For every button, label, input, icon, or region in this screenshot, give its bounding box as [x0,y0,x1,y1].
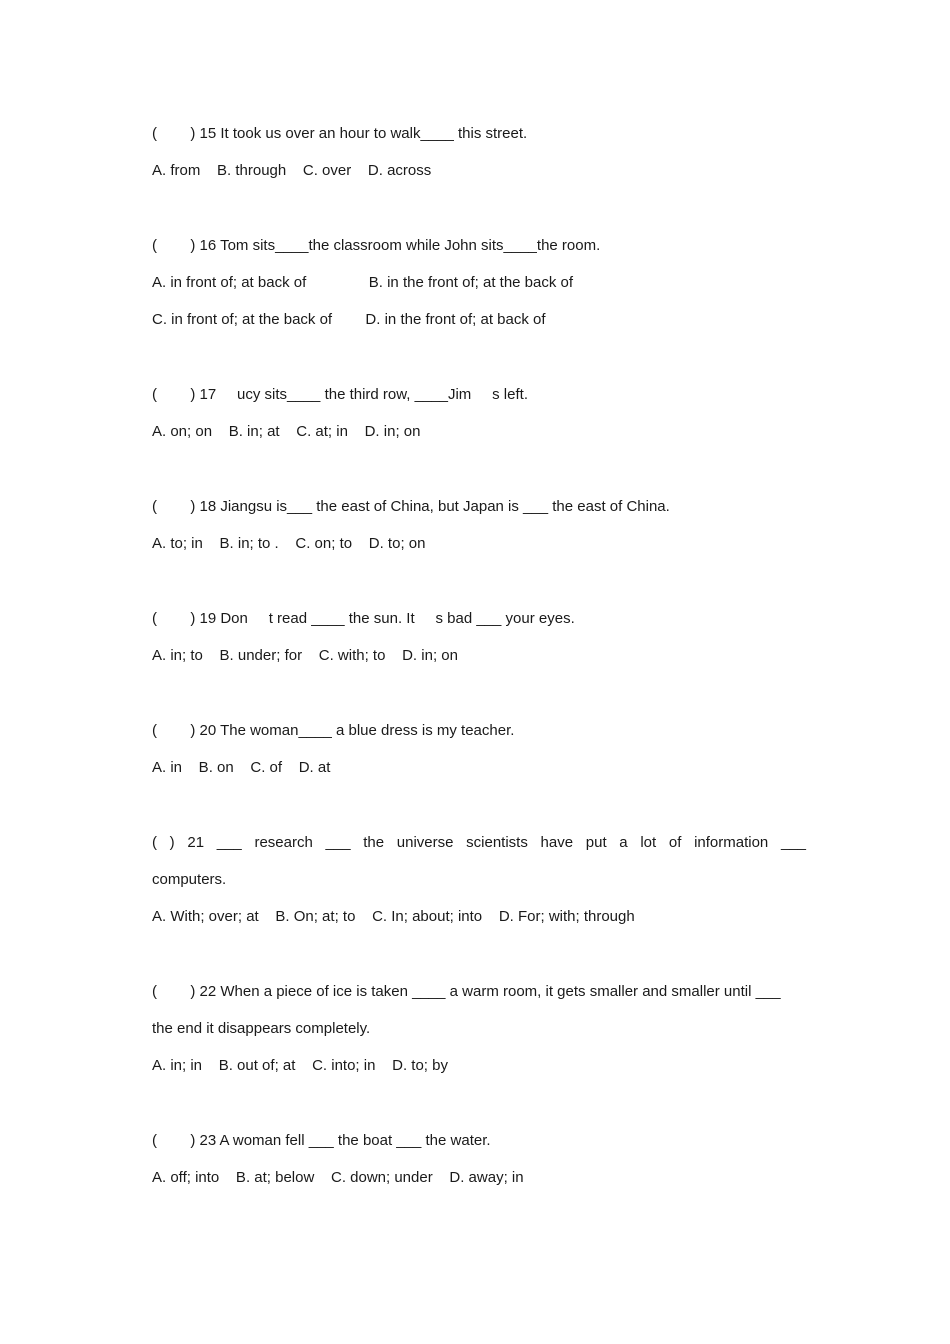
question-22-options: A. in; in B. out of; at C. into; in D. to; by [152,1057,448,1074]
question-18-stem: ( ) 18 Jiangsu is___ the east of China, but Japan is ___ the east of China. [152,498,670,515]
question-17-options: A. on; on B. in; at C. at; in D. in; on [152,423,421,440]
question-16-stem: ( ) 16 Tom sits____the classroom while John sits____the room. [152,237,601,254]
question-21-stem-continued: computers. [152,871,227,888]
question-19-options: A. in; to B. under; for C. with; to D. in; on [152,647,458,664]
question-22-stem: ( ) 22 When a piece of ice is taken ____ a warm room, it gets smaller and smaller until ___ [152,983,781,1000]
question-15-stem: ( ) 15 It took us over an hour to walk____ this street. [152,125,528,142]
question-21-options: A. With; over; at B. On; at; to C. In; about; into D. For; with; through [152,908,635,925]
question-15-options: A. from B. through C. over D. across [152,162,432,179]
question-19-stem: ( ) 19 Don t read ____ the sun. It s bad ___ your eyes. [152,610,575,627]
question-20-options: A. in B. on C. of D. at [152,759,331,776]
question-22-stem-continued: the end it disappears completely. [152,1020,371,1037]
question-16-options-row-2: C. in front of; at the back of D. in the front of; at back of [152,311,546,328]
question-23-stem: ( ) 23 A woman fell ___ the boat ___ the water. [152,1132,491,1149]
question-21-stem: ( ) 21 ___ research ___ the universe scientists have put a lot of information ___ [152,834,806,851]
question-18-options: A. to; in B. in; to . C. on; to D. to; on [152,535,426,552]
question-20-stem: ( ) 20 The woman____ a blue dress is my teacher. [152,722,515,739]
question-23-options: A. off; into B. at; below C. down; under D. away; in [152,1169,524,1186]
question-16-options-row-1: A. in front of; at back of B. in the front of; at the back of [152,274,574,291]
question-17-stem: ( ) 17 ucy sits____ the third row, ____Jim s left. [152,386,528,403]
